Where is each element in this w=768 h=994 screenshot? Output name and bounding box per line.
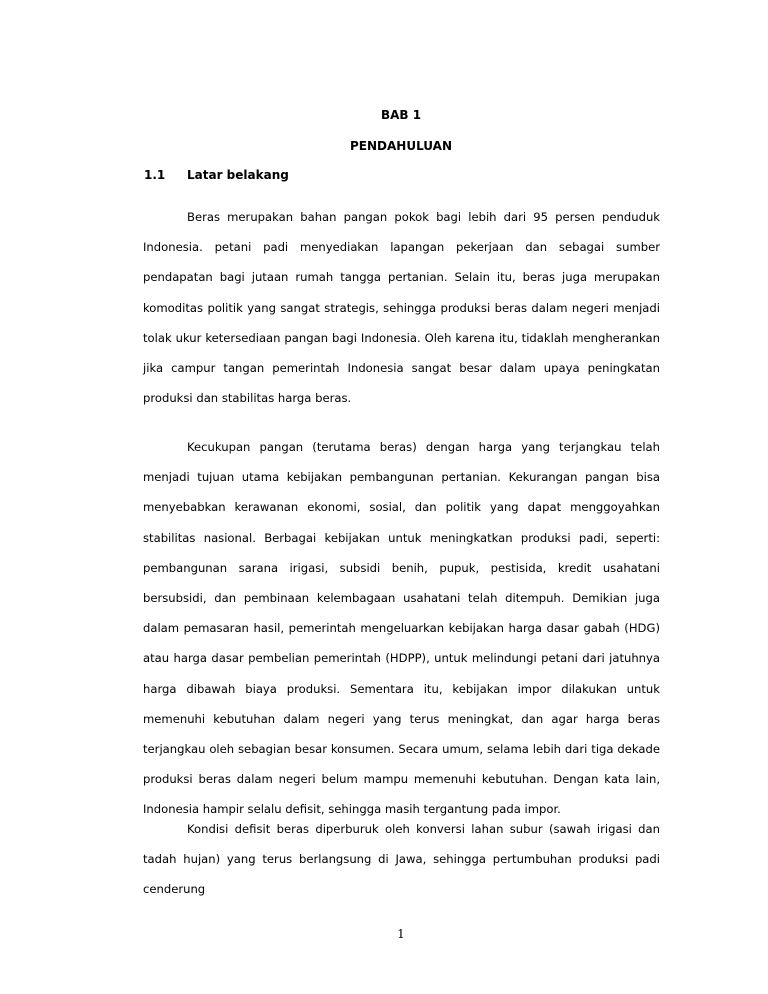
paragraph-3: Kondisi defisit beras diperburuk oleh konversi lahan subur (sawah irigasi dan tadah hujan) yang terus berlangsung di Jawa, sehingga pertumbuhan produksi padi cenderung	[143, 822, 660, 897]
chapter-title: PENDAHULUAN	[350, 139, 452, 153]
paragraph-2: Kecukupan pangan (terutama beras) dengan harga yang terjangkau telah menjadi tujuan utama kebijakan pembangunan pertanian. Kekurangan pangan bisa menyebabkan kerawanan ekonomi, sosial, dan politik yang dapat menggoyahkan stabilitas nasional. Berbagai kebijakan untuk meningkatkan produksi padi, seperti: pembangunan sarana irigasi, subsidi benih, pupuk, pestisida, kredit usahatani bersubsidi, dan pembinaan kelembagaan usahatani telah ditempuh. Demikian juga dalam pemasaran hasil, pemerintah mengeluarkan kebijakan harga dasar gabah (HDG) atau harga dasar pembelian pemerintah (HDPP), untuk melindungi petani dari jatuhnya harga dibawah biaya produksi. Sementara itu, kebijakan impor dilakukan untuk memenuhi kebutuhan dalam negeri yang terus meningkat, dan agar harga beras terjangkau oleh sebagian besar konsumen. Secara umum, selama lebih dari tiga dekade produksi beras dalam negeri belum mampu memenuhi kebutuhan. Dengan kata lain, Indonesia hampir selalu defisit, sehingga masih tergantung pada impor.	[143, 440, 660, 817]
chapter-heading: BAB 1	[380, 108, 422, 122]
page-number: 1	[397, 927, 405, 941]
section-title: Latar belakang	[187, 168, 289, 182]
paragraph-1: Beras merupakan bahan pangan pokok bagi lebih dari 95 persen penduduk Indonesia. petani padi menyediakan lapangan pekerjaan dan sebagai sumber pendapatan bagi jutaan rumah tangga pertanian. Selain itu, beras juga merupakan komoditas politik yang sangat strategis, sehingga produksi beras dalam negeri menjadi tolak ukur ketersediaan pangan bagi Indonesia. Oleh karena itu, tidaklah mengherankan jika campur tangan pemerintah Indonesia sangat besar dalam upaya peningkatan produksi dan stabilitas harga beras.	[143, 210, 660, 406]
section-number: 1.1	[144, 168, 166, 182]
section-heading	[144, 168, 289, 182]
